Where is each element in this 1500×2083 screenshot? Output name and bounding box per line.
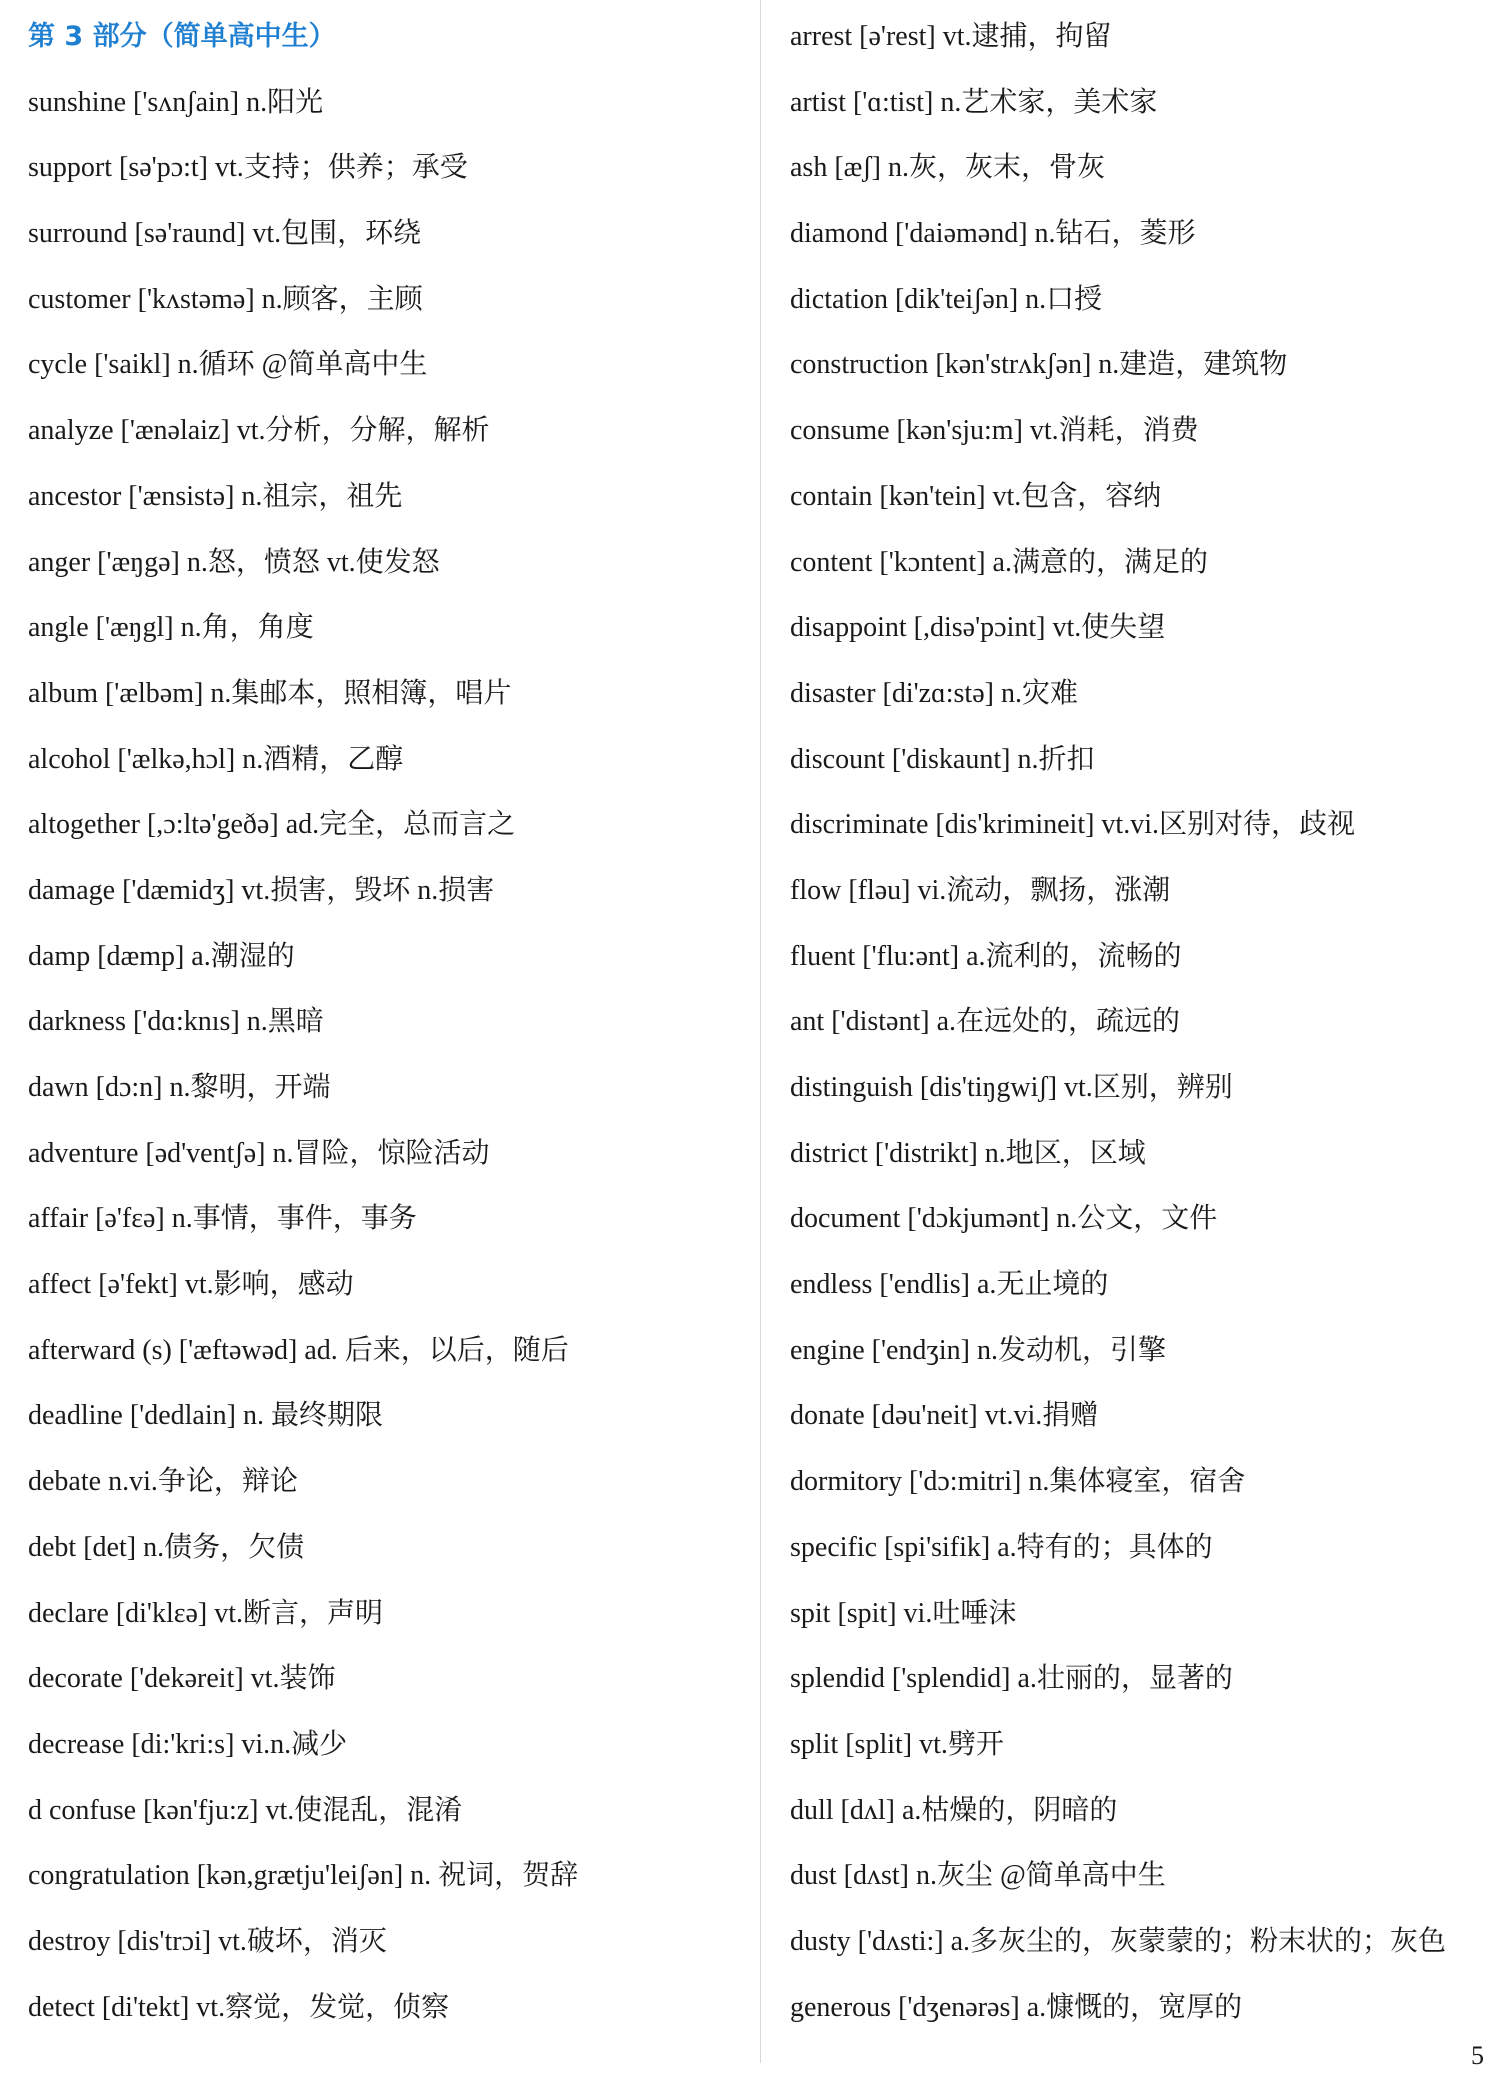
vocab-entry: angle ['æŋgl] n.角，角度 xyxy=(28,612,314,644)
vocab-entry: donate [dəu'neit] vt.vi.捐赠 xyxy=(790,1400,1099,1432)
vocab-entry: fluent ['flu:ənt] a.流利的，流畅的 xyxy=(790,940,1182,972)
column-divider xyxy=(760,0,761,2063)
vocab-entry: content ['kɔntent] a.满意的，满足的 xyxy=(790,546,1208,578)
vocab-entry: afterward (s) ['æftəwəd] ad. 后来，以后，随后 xyxy=(28,1334,569,1366)
vocab-entry: generous ['dʒenərəs] a.慷慨的，宽厚的 xyxy=(790,1991,1243,2023)
vocab-entry: engine ['endʒin] n.发动机，引擎 xyxy=(790,1334,1166,1366)
vocab-entry: damp [dæmp] a.潮湿的 xyxy=(28,940,295,972)
vocab-entry: affect [ə'fekt] vt.影响，感动 xyxy=(28,1269,354,1301)
vocab-entry: dull [dʌl] a.枯燥的，阴暗的 xyxy=(790,1794,1118,1826)
vocab-entry: surround [sə'raund] vt.包围，环绕 xyxy=(28,218,422,250)
vocab-entry: dawn [dɔ:n] n.黎明，开端 xyxy=(28,1072,331,1103)
vocab-entry: discriminate [dis'krimineit] vt.vi.区别对待，歧视 xyxy=(790,809,1355,841)
vocab-entry: specific [spi'sifik] a.特有的；具体的 xyxy=(790,1531,1213,1563)
vocab-entry: dusty ['dʌsti:] a.多灰尘的，灰蒙蒙的；粉末状的；灰色 xyxy=(790,1925,1447,1957)
vocab-entry: dictation [dik'teiʃən] n.口授 xyxy=(790,283,1103,315)
vocab-entry: diamond ['daiəmənd] n.钻石，菱形 xyxy=(790,218,1196,250)
page-number: 5 xyxy=(1471,2041,1484,2070)
vocab-entry: support [sə'pɔ:t] vt.支持；供养；承受 xyxy=(28,152,468,184)
vocab-entry: district ['distrikt] n.地区，区域 xyxy=(790,1137,1146,1169)
vocab-entry: damage ['dæmidʒ] vt.损害，毁坏 n.损害 xyxy=(28,874,495,906)
vocab-entry: discount ['diskaunt] n.折扣 xyxy=(790,743,1095,775)
vocab-entry: deadline ['dedlain] n. 最终期限 xyxy=(28,1400,383,1432)
vocab-entry: distinguish [dis'tiŋgwiʃ] vt.区别，辨别 xyxy=(790,1072,1233,1103)
vocab-entry: sunshine ['sʌnʃain] n.阳光 xyxy=(28,86,324,118)
vocab-entry: split [split] vt.劈开 xyxy=(790,1728,1004,1760)
vocab-entry: declare [di'klɛə] vt.断言，声明 xyxy=(28,1597,384,1629)
vocab-entry: disappoint [,disə'pɔint] vt.使失望 xyxy=(790,612,1166,644)
vocab-entry: ash [æʃ] n.灰，灰末，骨灰 xyxy=(790,152,1105,184)
vocab-entry: darkness ['dɑ:knıs] n.黑暗 xyxy=(28,1006,324,1038)
right-entry-list xyxy=(790,14,1490,2050)
vocab-entry: alcohol ['ælkə,hɔl] n.酒精，乙醇 xyxy=(28,743,404,775)
vocab-entry: consume [kən'sju:m] vt.消耗，消费 xyxy=(790,415,1199,447)
vocab-entry: disaster [di'zɑ:stə] n.灾难 xyxy=(790,677,1078,709)
vocab-entry: endless ['endlis] a.无止境的 xyxy=(790,1269,1109,1301)
vocab-entry: dust [dʌst] n.灰尘 @简单高中生 xyxy=(790,1860,1166,1892)
vocab-entry: flow [fləu] vi.流动，飘扬，涨潮 xyxy=(790,874,1171,906)
vocab-entry: splendid ['splendid] a.壮丽的，显著的 xyxy=(790,1663,1233,1695)
vocab-entry: arrest [ə'rest] vt.逮捕，拘留 xyxy=(790,21,1112,52)
vocab-entry: cycle ['saikl] n.循环 @简单高中生 xyxy=(28,349,428,381)
vocab-entry: altogether [,ɔ:ltə'geðə] ad.完全，总而言之 xyxy=(28,809,516,841)
vocab-entry: album ['ælbəm] n.集邮本，照相簿，唱片 xyxy=(28,677,512,709)
vocab-entry: dormitory ['dɔ:mitri] n.集体寝室，宿舍 xyxy=(790,1466,1246,1498)
vocab-entry: congratulation [kən,grætju'leiʃən] n. 祝词，贺辞 xyxy=(28,1860,579,1892)
vocab-entry: spit [spit] vi.吐唾沫 xyxy=(790,1597,1017,1629)
vocab-entry: artist ['ɑ:tist] n.艺术家，美术家 xyxy=(790,86,1158,118)
vocab-entry: ancestor ['ænsistə] n.祖宗，祖先 xyxy=(28,480,403,512)
vocab-entry: construction [kən'strʌkʃən] n.建造，建筑物 xyxy=(790,349,1288,381)
vocab-entry: decrease [di:'kri:s] vi.n.减少 xyxy=(28,1728,348,1760)
vocab-entry: debate n.vi.争论，辩论 xyxy=(28,1466,298,1498)
vocab-entry: ant ['distənt] a.在远处的，疏远的 xyxy=(790,1006,1180,1038)
vocab-entry: document ['dɔkjumənt] n.公文，文件 xyxy=(790,1203,1218,1235)
vocab-entry: d confuse [kən'fju:z] vt.使混乱，混淆 xyxy=(28,1794,463,1826)
vocab-entry: contain [kən'tein] vt.包含，容纳 xyxy=(790,480,1162,512)
vocab-entry: analyze ['ænəlaiz] vt.分析，分解，解析 xyxy=(28,415,490,447)
vocab-entry: decorate ['dekəreit] vt.装饰 xyxy=(28,1663,336,1695)
vocab-entry: destroy [dis'trɔi] vt.破坏，消灭 xyxy=(28,1925,387,1957)
vocab-entry: anger ['æŋgə] n.怒，愤怒 vt.使发怒 xyxy=(28,546,440,578)
right-column xyxy=(790,14,1490,2050)
section-title: 第 3 部分（简单高中生） xyxy=(28,21,336,52)
vocab-entry: debt [det] n.债务，欠债 xyxy=(28,1531,305,1563)
left-entry-list xyxy=(28,80,748,2051)
vocab-entry: affair [ə'fɛə] n.事情，事件，事务 xyxy=(28,1203,417,1235)
vocab-entry: adventure [əd'ventʃə] n.冒险，惊险活动 xyxy=(28,1137,490,1169)
vocab-entry: customer ['kʌstəmə] n.顾客，主顾 xyxy=(28,283,423,315)
left-column xyxy=(28,14,748,2050)
vocab-entry: detect [di'tekt] vt.察觉，发觉，侦察 xyxy=(28,1991,450,2023)
